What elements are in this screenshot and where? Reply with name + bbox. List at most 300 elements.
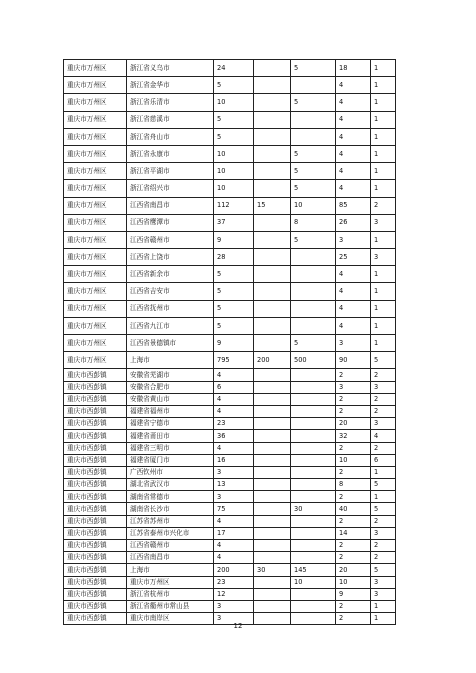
- table-cell: 3: [214, 613, 254, 625]
- table-cell: 重庆市西彭镇: [64, 527, 127, 539]
- table-cell: 4: [336, 317, 371, 334]
- table-cell: [254, 180, 291, 197]
- table-cell: 3: [371, 418, 396, 430]
- table-cell: [254, 317, 291, 334]
- table-cell: 重庆市万州区: [64, 197, 127, 214]
- table-cell: [291, 317, 336, 334]
- table-cell: 浙江省义乌市: [127, 60, 214, 77]
- table-row: [64, 588, 396, 600]
- data-table: [63, 59, 396, 625]
- table-cell: 4: [214, 442, 254, 454]
- table-cell: [254, 128, 291, 145]
- table-cell: 重庆市万州区: [64, 266, 127, 283]
- table-cell: 10: [214, 180, 254, 197]
- table-cell: 23: [214, 576, 254, 588]
- table-cell: [254, 540, 291, 552]
- table-cell: 6: [214, 381, 254, 393]
- table-cell: 28: [214, 249, 254, 266]
- table-cell: 重庆市万州区: [64, 163, 127, 180]
- table-cell: 2: [336, 369, 371, 381]
- table-cell: 重庆市万州区: [64, 111, 127, 128]
- table-cell: 浙江省平湖市: [127, 163, 214, 180]
- table-cell: 2: [371, 405, 396, 417]
- table-cell: 2: [336, 600, 371, 612]
- table-cell: 上海市: [127, 564, 214, 576]
- table-cell: 安徽省黄山市: [127, 393, 214, 405]
- table-cell: 17: [214, 527, 254, 539]
- table-cell: 4: [336, 300, 371, 317]
- table-cell: 重庆市万州区: [127, 576, 214, 588]
- table-cell: [291, 283, 336, 300]
- table-row: [64, 393, 396, 405]
- table-cell: 浙江省衢州市常山县: [127, 600, 214, 612]
- table-cell: 重庆市西彭镇: [64, 454, 127, 466]
- table-cell: 重庆市西彭镇: [64, 552, 127, 564]
- table-cell: [291, 266, 336, 283]
- table-cell: [254, 231, 291, 248]
- table-cell: 3: [371, 214, 396, 231]
- table-cell: 1: [371, 266, 396, 283]
- table-cell: 20: [336, 418, 371, 430]
- table-cell: 4: [336, 283, 371, 300]
- table-cell: [291, 454, 336, 466]
- table-cell: 湖北省武汉市: [127, 479, 214, 491]
- table-cell: 重庆市万州区: [64, 145, 127, 162]
- table-row: [64, 479, 396, 491]
- table-cell: [291, 527, 336, 539]
- table-cell: 36: [214, 430, 254, 442]
- table-cell: [254, 588, 291, 600]
- table-cell: 2: [371, 442, 396, 454]
- table-cell: 2: [336, 393, 371, 405]
- table-row: [64, 128, 396, 145]
- table-cell: 4: [214, 405, 254, 417]
- table-cell: [254, 77, 291, 94]
- table-cell: 5: [291, 231, 336, 248]
- table-cell: 1: [371, 145, 396, 162]
- table-cell: 1: [371, 335, 396, 352]
- table-cell: 1: [371, 231, 396, 248]
- table-cell: 5: [291, 180, 336, 197]
- table-row: [64, 418, 396, 430]
- table-cell: 江苏省苏州市: [127, 515, 214, 527]
- table-row: [64, 145, 396, 162]
- table-cell: 江西省南昌市: [127, 552, 214, 564]
- table-cell: [254, 527, 291, 539]
- table-cell: 2: [371, 393, 396, 405]
- table-cell: [254, 214, 291, 231]
- table-cell: [254, 94, 291, 111]
- table-row: [64, 430, 396, 442]
- table-cell: 重庆市西彭镇: [64, 466, 127, 478]
- table-cell: [291, 479, 336, 491]
- table-cell: 1: [371, 163, 396, 180]
- table-cell: 23: [214, 418, 254, 430]
- table-cell: 重庆市万州区: [64, 231, 127, 248]
- table-row: [64, 552, 396, 564]
- table-row: [64, 180, 396, 197]
- table-cell: 2: [371, 197, 396, 214]
- table-cell: 9: [214, 335, 254, 352]
- table-cell: 5: [214, 77, 254, 94]
- table-cell: [254, 393, 291, 405]
- table-cell: 3: [336, 381, 371, 393]
- table-cell: [254, 283, 291, 300]
- table-cell: 2: [336, 515, 371, 527]
- table-cell: 25: [336, 249, 371, 266]
- table-cell: [291, 128, 336, 145]
- table-cell: [254, 491, 291, 503]
- table-cell: 4: [336, 145, 371, 162]
- table-cell: 5: [214, 317, 254, 334]
- page-number: 12: [233, 622, 243, 630]
- table-cell: [291, 466, 336, 478]
- table-row: [64, 576, 396, 588]
- table-cell: [254, 300, 291, 317]
- table-cell: [291, 249, 336, 266]
- table-cell: 200: [254, 352, 291, 369]
- table-cell: [291, 300, 336, 317]
- table-cell: 重庆市西彭镇: [64, 369, 127, 381]
- table-cell: 4: [214, 552, 254, 564]
- table-row: [64, 600, 396, 612]
- table-cell: 4: [336, 180, 371, 197]
- table-cell: [291, 381, 336, 393]
- table-cell: 2: [336, 613, 371, 625]
- table-cell: 2: [371, 515, 396, 527]
- table-cell: [254, 600, 291, 612]
- table-row: [64, 197, 396, 214]
- table-cell: 福建省福州市: [127, 405, 214, 417]
- table-row: [64, 283, 396, 300]
- table-cell: 重庆市万州区: [64, 94, 127, 111]
- table-cell: 1: [371, 317, 396, 334]
- table-cell: 8: [336, 479, 371, 491]
- table-cell: 9: [336, 588, 371, 600]
- table-cell: [254, 442, 291, 454]
- table-cell: 10: [214, 94, 254, 111]
- table-cell: 10: [214, 163, 254, 180]
- table-cell: [254, 515, 291, 527]
- table-cell: 12: [214, 588, 254, 600]
- table-cell: 重庆市西彭镇: [64, 442, 127, 454]
- table-cell: 江苏省泰州市兴化市: [127, 527, 214, 539]
- table-cell: 重庆市西彭镇: [64, 613, 127, 625]
- table-cell: 5: [214, 111, 254, 128]
- table-cell: 2: [336, 552, 371, 564]
- table-cell: 重庆市西彭镇: [64, 479, 127, 491]
- table-cell: 重庆市西彭镇: [64, 540, 127, 552]
- table-cell: 112: [214, 197, 254, 214]
- table-row: [64, 94, 396, 111]
- table-cell: [254, 466, 291, 478]
- table-cell: 2: [336, 466, 371, 478]
- table-cell: [254, 503, 291, 515]
- table-row: [64, 300, 396, 317]
- table-cell: 3: [336, 231, 371, 248]
- table-cell: 重庆市西彭镇: [64, 576, 127, 588]
- table-cell: 重庆市万州区: [64, 60, 127, 77]
- table-cell: 江西省景德镇市: [127, 335, 214, 352]
- table-cell: [291, 588, 336, 600]
- table-cell: 3: [214, 466, 254, 478]
- table-row: [64, 249, 396, 266]
- table-cell: [291, 393, 336, 405]
- table-cell: 重庆市西彭镇: [64, 405, 127, 417]
- data-table-container: [63, 59, 395, 625]
- table-cell: 2: [336, 405, 371, 417]
- table-cell: 5: [291, 94, 336, 111]
- table-cell: 1: [371, 180, 396, 197]
- table-cell: 重庆市西彭镇: [64, 503, 127, 515]
- table-cell: 2: [336, 540, 371, 552]
- table-row: [64, 466, 396, 478]
- table-cell: 4: [214, 515, 254, 527]
- table-row: [64, 266, 396, 283]
- table-row: [64, 163, 396, 180]
- table-cell: [291, 515, 336, 527]
- table-cell: [254, 60, 291, 77]
- table-row: [64, 515, 396, 527]
- table-cell: 江西省赣州市: [127, 540, 214, 552]
- table-row: [64, 335, 396, 352]
- table-cell: 重庆市万州区: [64, 180, 127, 197]
- table-cell: 500: [291, 352, 336, 369]
- table-cell: 10: [336, 576, 371, 588]
- table-cell: 13: [214, 479, 254, 491]
- table-cell: [254, 430, 291, 442]
- table-cell: [291, 430, 336, 442]
- table-row: [64, 454, 396, 466]
- table-cell: 福建省三明市: [127, 442, 214, 454]
- table-cell: 2: [336, 491, 371, 503]
- table-row: [64, 381, 396, 393]
- table-cell: 4: [214, 540, 254, 552]
- table-cell: 3: [371, 381, 396, 393]
- table-cell: 8: [291, 214, 336, 231]
- table-cell: [254, 163, 291, 180]
- table-cell: 2: [336, 442, 371, 454]
- table-row: [64, 369, 396, 381]
- table-cell: 14: [336, 527, 371, 539]
- table-cell: 5: [214, 266, 254, 283]
- table-cell: 重庆市西彭镇: [64, 564, 127, 576]
- table-row: [64, 60, 396, 77]
- table-cell: 江西省九江市: [127, 317, 214, 334]
- table-row: [64, 352, 396, 369]
- table-cell: 5: [291, 60, 336, 77]
- table-cell: 3: [371, 576, 396, 588]
- table-cell: [254, 369, 291, 381]
- table-cell: 37: [214, 214, 254, 231]
- table-cell: 20: [336, 564, 371, 576]
- table-cell: 2: [371, 540, 396, 552]
- table-cell: 1: [371, 613, 396, 625]
- table-cell: 6: [371, 454, 396, 466]
- table-cell: [291, 405, 336, 417]
- table-cell: 24: [214, 60, 254, 77]
- table-cell: 15: [254, 197, 291, 214]
- table-cell: 重庆市西彭镇: [64, 430, 127, 442]
- table-cell: 1: [371, 111, 396, 128]
- table-cell: 重庆市万州区: [64, 77, 127, 94]
- table-cell: 重庆市西彭镇: [64, 393, 127, 405]
- table-cell: 1: [371, 94, 396, 111]
- table-cell: 3: [214, 600, 254, 612]
- table-cell: [254, 381, 291, 393]
- table-cell: 上海市: [127, 352, 214, 369]
- table-cell: 江西省赣州市: [127, 231, 214, 248]
- table-cell: 9: [214, 231, 254, 248]
- table-cell: 福建省莆田市: [127, 430, 214, 442]
- table-cell: 重庆市西彭镇: [64, 381, 127, 393]
- table-cell: 重庆市南岸区: [127, 613, 214, 625]
- table-cell: [254, 335, 291, 352]
- table-cell: 湖南省长沙市: [127, 503, 214, 515]
- table-cell: 重庆市万州区: [64, 352, 127, 369]
- table-cell: [254, 454, 291, 466]
- table-cell: 浙江省慈溪市: [127, 111, 214, 128]
- table-row: [64, 405, 396, 417]
- table-cell: 3: [371, 249, 396, 266]
- table-cell: [291, 552, 336, 564]
- table-cell: 福建省宁德市: [127, 418, 214, 430]
- table-cell: 795: [214, 352, 254, 369]
- table-cell: 浙江省金华市: [127, 77, 214, 94]
- table-cell: [254, 111, 291, 128]
- table-row: [64, 491, 396, 503]
- table-cell: [291, 418, 336, 430]
- table-cell: 1: [371, 300, 396, 317]
- table-cell: 安徽省合肥市: [127, 381, 214, 393]
- table-cell: 5: [291, 145, 336, 162]
- table-cell: 5: [214, 300, 254, 317]
- table-cell: [291, 77, 336, 94]
- table-cell: 福建省厦门市: [127, 454, 214, 466]
- table-cell: 1: [371, 60, 396, 77]
- table-cell: 1: [371, 128, 396, 145]
- table-body: [64, 60, 396, 625]
- table-cell: 10: [336, 454, 371, 466]
- table-cell: 2: [371, 369, 396, 381]
- table-cell: [254, 552, 291, 564]
- table-cell: 200: [214, 564, 254, 576]
- table-cell: 4: [336, 266, 371, 283]
- table-cell: 3: [214, 491, 254, 503]
- table-cell: 重庆市万州区: [64, 300, 127, 317]
- table-cell: 5: [214, 128, 254, 145]
- table-cell: 1: [371, 600, 396, 612]
- table-cell: 重庆市万州区: [64, 128, 127, 145]
- table-cell: 重庆市西彭镇: [64, 600, 127, 612]
- table-cell: 4: [336, 94, 371, 111]
- table-cell: 1: [371, 491, 396, 503]
- table-cell: 10: [214, 145, 254, 162]
- table-row: [64, 527, 396, 539]
- table-cell: 32: [336, 430, 371, 442]
- table-cell: 4: [371, 430, 396, 442]
- table-cell: 4: [336, 163, 371, 180]
- table-row: [64, 317, 396, 334]
- table-cell: 30: [291, 503, 336, 515]
- table-cell: 90: [336, 352, 371, 369]
- table-cell: 浙江省绍兴市: [127, 180, 214, 197]
- table-cell: 浙江省永康市: [127, 145, 214, 162]
- table-cell: 重庆市万州区: [64, 335, 127, 352]
- table-cell: 40: [336, 503, 371, 515]
- table-cell: 3: [336, 335, 371, 352]
- table-cell: 5: [371, 479, 396, 491]
- table-cell: 安徽省芜湖市: [127, 369, 214, 381]
- table-cell: [254, 418, 291, 430]
- table-cell: 重庆市万州区: [64, 283, 127, 300]
- table-cell: 1: [371, 283, 396, 300]
- table-cell: 145: [291, 564, 336, 576]
- table-cell: [254, 405, 291, 417]
- table-cell: 5: [291, 335, 336, 352]
- table-row: [64, 442, 396, 454]
- table-cell: 重庆市万州区: [64, 214, 127, 231]
- table-cell: 5: [291, 163, 336, 180]
- table-cell: 重庆市万州区: [64, 317, 127, 334]
- table-cell: 26: [336, 214, 371, 231]
- table-cell: 16: [214, 454, 254, 466]
- table-cell: [291, 369, 336, 381]
- table-row: [64, 503, 396, 515]
- table-cell: 浙江省乐清市: [127, 94, 214, 111]
- table-cell: 广西钦州市: [127, 466, 214, 478]
- table-cell: 江西省南昌市: [127, 197, 214, 214]
- table-cell: [254, 479, 291, 491]
- table-cell: 5: [214, 283, 254, 300]
- table-cell: 4: [214, 369, 254, 381]
- table-cell: 10: [291, 197, 336, 214]
- table-cell: [291, 600, 336, 612]
- table-row: [64, 214, 396, 231]
- table-cell: 4: [336, 77, 371, 94]
- table-cell: [254, 266, 291, 283]
- table-cell: [291, 442, 336, 454]
- table-cell: 5: [371, 352, 396, 369]
- table-cell: 江西省上饶市: [127, 249, 214, 266]
- table-cell: 江西省抚州市: [127, 300, 214, 317]
- table-row: [64, 540, 396, 552]
- table-row: [64, 231, 396, 248]
- table-cell: 4: [336, 111, 371, 128]
- table-cell: 浙江省杭州市: [127, 588, 214, 600]
- table-cell: 10: [291, 576, 336, 588]
- table-cell: [291, 540, 336, 552]
- table-cell: [291, 491, 336, 503]
- table-cell: 1: [371, 466, 396, 478]
- table-cell: 重庆市西彭镇: [64, 588, 127, 600]
- table-cell: 75: [214, 503, 254, 515]
- table-cell: 重庆市西彭镇: [64, 418, 127, 430]
- table-cell: 江西省吉安市: [127, 283, 214, 300]
- table-cell: 重庆市西彭镇: [64, 515, 127, 527]
- table-cell: 1: [371, 77, 396, 94]
- table-cell: 2: [371, 552, 396, 564]
- table-cell: [254, 249, 291, 266]
- table-cell: 30: [254, 564, 291, 576]
- table-cell: 浙江省舟山市: [127, 128, 214, 145]
- table-cell: 湖南省常德市: [127, 491, 214, 503]
- table-cell: 4: [214, 393, 254, 405]
- table-cell: 5: [371, 564, 396, 576]
- table-cell: 重庆市西彭镇: [64, 491, 127, 503]
- table-cell: 江西省鹰潭市: [127, 214, 214, 231]
- table-cell: 重庆市万州区: [64, 249, 127, 266]
